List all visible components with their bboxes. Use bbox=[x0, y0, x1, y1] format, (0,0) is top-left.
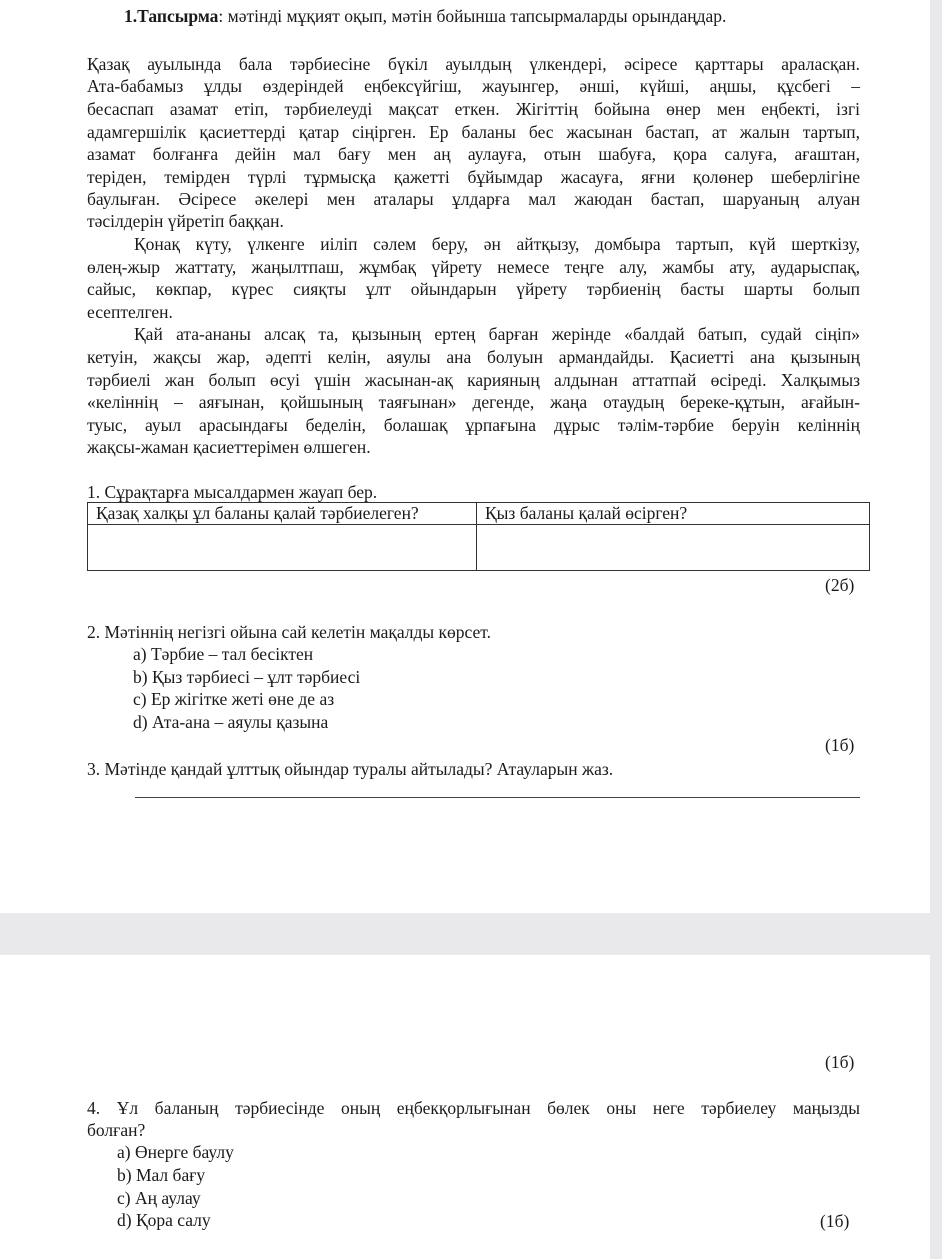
text-line: туыс, ауыл арасындағы беделін, болашақ ұрпағына дұрыс тәлім-тәрбие беруін келіннің bbox=[87, 415, 860, 435]
answer-table-header-boys: Қазақ халқы ұл баланы қалай тәрбиелеген? bbox=[88, 503, 477, 525]
answer-table bbox=[87, 502, 870, 571]
question-1-points: (2б) bbox=[825, 575, 855, 595]
question-2-prompt: 2. Мәтіннің негізгі ойына сай келетін мақалды көрсет. bbox=[87, 622, 491, 642]
document-page-2 bbox=[0, 955, 930, 1259]
text-line: тәсілдерін үйретіп баққан. bbox=[87, 211, 284, 231]
text-line: өлең-жыр жаттату, жаңылтпаш, жұмбақ үйрету немесе теңге алу, жамбы ату, аударыспақ, bbox=[87, 257, 860, 277]
question-1-prompt: 1. Сұрақтарға мысалдармен жауап бер. bbox=[87, 482, 378, 502]
task-title bbox=[124, 5, 726, 28]
text-line: адамгершілік қасиеттерді қатар сіңірген. Ер баланы бес жасынан бастап, ат жалын тартып, bbox=[87, 122, 860, 142]
question-4-prompt-line-2: болған? bbox=[87, 1120, 146, 1140]
text-line: жақсы-жаман қасиеттерімен өлшеген. bbox=[87, 437, 371, 457]
text-line: есептелген. bbox=[87, 302, 173, 322]
text-line: Қай ата-ананы алсақ та, қызының ертең барған жерінде «балдай батып, судай сіңіп» bbox=[134, 324, 860, 344]
answer-cell-girls[interactable] bbox=[477, 525, 870, 571]
text-line: теріден, темірден түрлі тұрмысқа қажетті бұйымдар жасауға, яғни қолөнер шеберлігіне bbox=[87, 167, 860, 187]
question-4-points: (1б) bbox=[820, 1211, 850, 1231]
question-4-option-c[interactable]: c) Аң аулау bbox=[117, 1188, 201, 1208]
question-4-option-d[interactable]: d) Қора салу bbox=[117, 1210, 211, 1230]
question-2-option-b[interactable]: b) Қыз тәрбиесі – ұлт тәрбиесі bbox=[133, 667, 361, 687]
question-3-answer-line[interactable] bbox=[135, 797, 860, 798]
question-3-points: (1б) bbox=[825, 1052, 855, 1072]
question-2-option-d[interactable]: d) Ата-ана – аяулы қазына bbox=[133, 712, 329, 732]
text-line: сайыс, көкпар, күрес сияқты ұлт ойындарын үйрету тәрбиенің басты шарты болып bbox=[87, 279, 860, 299]
task-title-bold: 1.Тапсырма bbox=[124, 6, 219, 26]
question-4-option-a[interactable]: a) Өнерге баулу bbox=[117, 1142, 234, 1162]
question-3-prompt: 3. Мәтінде қандай ұлттық ойындар туралы айтылады? Атауларын жаз. bbox=[87, 759, 614, 779]
text-line: тәрбиелі жан болып өсуі үшін жасынан-ақ карияның алдынан аттатпай өсіреді. Халқымыз bbox=[87, 370, 860, 390]
text-line: баулыған. Әсіресе әкелері мен аталары ұлдарға мал жаюдан бастап, шаруаның алуан bbox=[87, 189, 860, 209]
task-title-rest: : мәтінді мұқият оқып, мәтін бойынша тапсырмаларды орындаңдар. bbox=[218, 6, 727, 26]
text-line: Қонақ күту, үлкенге иіліп сәлем беру, ән айтқызу, домбыра тартып, күй шерткізу, bbox=[134, 234, 860, 254]
answer-table-header-girls: Қыз баланы қалай өсірген? bbox=[477, 503, 870, 525]
text-line: «келіннің – аяғынан, қойшының таяғынан» дегенде, жаңа отаудың береке-құтын, ағайын- bbox=[87, 392, 860, 412]
question-4-option-b[interactable]: b) Мал бағу bbox=[117, 1165, 206, 1185]
question-2-option-a[interactable]: a) Тәрбие – тал бесіктен bbox=[133, 644, 314, 664]
answer-cell-boys[interactable] bbox=[88, 525, 477, 571]
text-line: азамат болғанға дейін мал бағу мен аң аулауға, отын шабуға, қора салуға, ағаштан, bbox=[87, 144, 860, 164]
text-line: Ата-бабамыз ұлды өздеріндей еңбексүйгіш, жауынгер, әнші, күйші, аңшы, құсбегі – bbox=[87, 76, 860, 96]
question-2-option-c[interactable]: c) Ер жігітке жеті өне де аз bbox=[133, 689, 335, 709]
question-2-points: (1б) bbox=[825, 735, 855, 755]
question-4-prompt-line-1: 4. Ұл баланың тәрбиесінде оның еңбекқорлығынан бөлек оны неге тәрбиелеу маңызды bbox=[87, 1098, 860, 1118]
text-line: Қазақ ауылында бала тәрбиесіне бүкіл ауылдың үлкендері, әсіресе қарттары араласқан. bbox=[87, 54, 860, 74]
text-line: кетуін, жақсы жар, әдепті келін, аяулы ана болуын армандайды. Қасиетті ана қызының bbox=[87, 347, 860, 367]
text-line: бесаспап азамат етіп, тәрбиелеуді мақсат еткен. Жігіттің бойына өнер мен еңбекті, ізгі bbox=[87, 99, 860, 119]
